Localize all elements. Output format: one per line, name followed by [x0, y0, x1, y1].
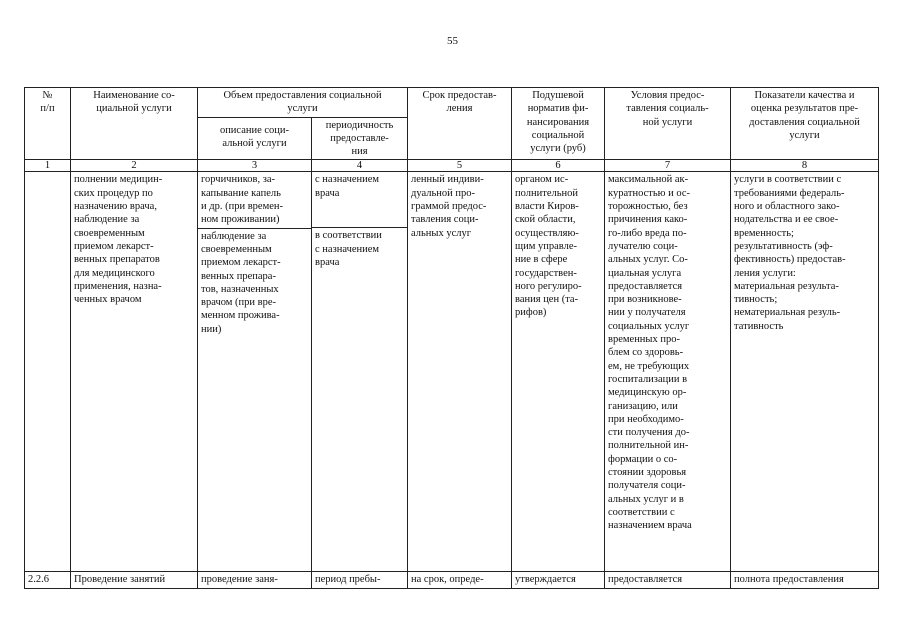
cell-number: 2.2.6 [25, 572, 71, 588]
column-number-cell: 8 [731, 160, 879, 172]
cell-description [198, 172, 312, 572]
header-col-quality: Показатели качества и оценка результатов пре- доставления социальной услуги [731, 88, 879, 160]
column-number-row [25, 160, 879, 172]
table-row-next [25, 572, 879, 588]
cell-periodicity: период пребы- [312, 572, 408, 588]
column-number-cell: 1 [25, 160, 71, 172]
page-number: 55 [447, 35, 458, 47]
column-number-cell: 3 [198, 160, 312, 172]
header-col-periodicity: периодичность предоставле- ния [312, 117, 408, 160]
header-col-conditions: Условия предос- тавления социаль- ной услуги [605, 88, 731, 160]
cell-funding-standard: утверждается [512, 572, 605, 588]
column-number-cell: 2 [71, 160, 198, 172]
social-services-table [24, 87, 879, 589]
cell-service-name: Проведение занятий [71, 572, 198, 588]
cell-description-bottom: наблюдение за своевременным приемом лекарст- венных препара- тов, назначенных врачом (при вре- менном прожива- нии) [201, 230, 281, 335]
column-number-cell: 6 [512, 160, 605, 172]
cell-conditions: максимальной ак- куратностью и ос- торожностью, без причинения како- го-либо вреда по- лучателю соци- альных услуг. Со- циальная услуга предоставляется при возникнове- нии у получателя социальных услуг временных про- блем со здоровь- ем, не требующих госпитализации в медицинскую ор- ганизацию, или при необходимо- сти получения до- полнительной ин- формации о со- стоянии здоровья получателя соци- альных услуг и в соответствии с назначением врача [605, 172, 731, 572]
header-col-description: описание соци- альной услуги [198, 117, 312, 160]
cell-term: на срок, опреде- [408, 572, 512, 588]
header-col-funding-standard: Подушевой норматив фи- нансирования социальной услуги (руб) [512, 88, 605, 160]
cell-service-name: полнении медицин- ских процедур по назначению врача, наблюдение за своевременным приемом лекарст- венных препаратов для медицинского применения, назна- ченных врачом [71, 172, 198, 572]
cell-number [25, 172, 71, 572]
cell-quality: услуги в соответствии с требованиями федераль- ного и областного зако- нодательства и ее свое- временность; результативность (эф- фективность) предостав- ления услуги: материальная результа- тивность; нематериальная резуль- тативность [731, 172, 879, 572]
column-number-cell: 7 [605, 160, 731, 172]
cell-funding-standard: органом ис- полнительной власти Киров- ской области, осуществляю- щим управле- ние в сфере государствен- ного регулиро- вания цен (та- рифов) [512, 172, 605, 572]
header-col-service-name: Наименование со- циальной услуги [71, 88, 198, 160]
header-row-top [25, 88, 879, 118]
cell-conditions: предоставляется [605, 572, 731, 588]
cell-description-top: горчичников, за- капывание капель и др. (при времен- ном проживании) [198, 172, 311, 228]
table-row-continuation [25, 172, 879, 572]
header-col-volume: Объем предоставления социальной услуги [198, 88, 408, 118]
column-number-cell: 4 [312, 160, 408, 172]
header-col-number: № п/п [25, 88, 71, 160]
cell-term: ленный индиви- дуальной про- граммой предос- тавления соци- альных услуг [408, 172, 512, 572]
cell-description: проведение заня- [198, 572, 312, 588]
column-number-cell: 5 [408, 160, 512, 172]
cell-periodicity-bottom: в соответствии с назначением врача [315, 230, 382, 269]
cell-quality: полнота предоставления [731, 572, 879, 588]
cell-periodicity [312, 172, 408, 572]
header-col-term: Срок предостав- ления [408, 88, 512, 160]
cell-periodicity-top: с назначением врача [312, 172, 407, 228]
